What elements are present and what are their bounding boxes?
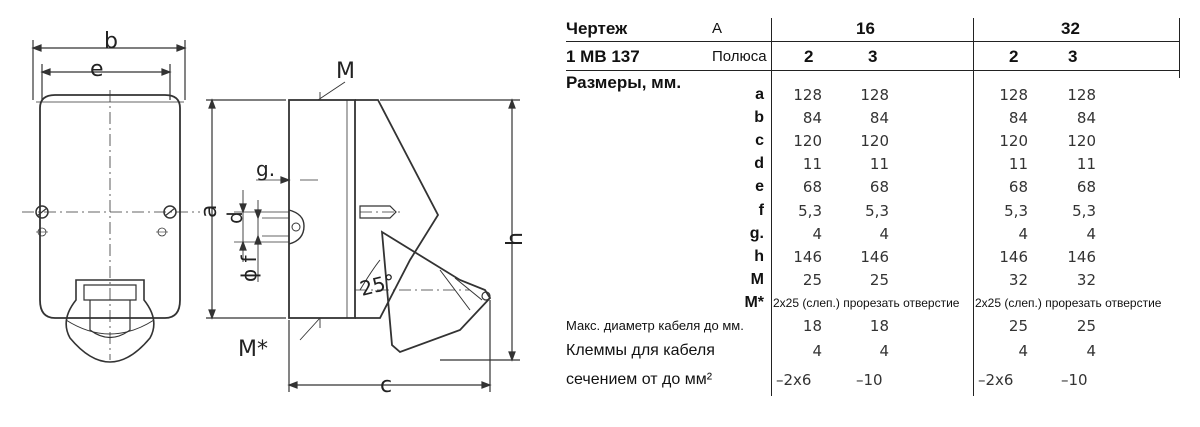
angle-label: 25° (357, 268, 398, 301)
pole-16-3: 3 (868, 47, 878, 66)
table-row-cable (566, 315, 1182, 337)
table-row (566, 153, 1182, 175)
table-cell: 11 (802, 155, 822, 174)
table-cell: 128 (860, 86, 889, 104)
table-cell: 11 (869, 155, 889, 174)
cable-label: Макс. диаметр кабеля до мм. (566, 318, 744, 333)
dim-g-label: g. (256, 157, 276, 181)
terminals-val: 4 (1018, 342, 1028, 360)
cable-val: 18 (869, 317, 889, 335)
amp-label: A (712, 20, 723, 37)
row-key: e (755, 178, 764, 196)
section-val: –10 (856, 371, 883, 389)
row-key: h (754, 247, 764, 265)
table-cell: 4 (879, 224, 889, 243)
section-val: –10 (1061, 371, 1088, 389)
table-cell: 128 (1067, 86, 1096, 104)
table-row-section (566, 369, 1182, 391)
table-cell: 146 (860, 247, 889, 266)
table-cell: 84 (1076, 109, 1096, 128)
table-cell: 120 (1067, 132, 1096, 151)
table-cell: 25 (869, 270, 889, 289)
terminals-label: Клеммы для кабеля (566, 342, 715, 359)
table-cell: 5,3 (1072, 201, 1096, 220)
amp-32: 32 (1061, 19, 1080, 38)
table-cell: 84 (869, 109, 889, 128)
table-row (566, 200, 1182, 222)
table-cell: 32 (1008, 270, 1028, 289)
drawing-label: Чертеж (566, 19, 628, 38)
row-key: b (754, 109, 764, 127)
dim-f-label: ϕ f (237, 255, 261, 282)
table-row (566, 269, 1182, 291)
pole-16-2: 2 (804, 47, 814, 66)
mstar-16: 2x25 (слеп.) прорезать отверстие (773, 296, 960, 310)
table-divider (566, 41, 1180, 42)
table-header-poles (566, 46, 1182, 68)
terminals-val: 4 (879, 342, 889, 360)
table-cell: 146 (999, 247, 1028, 266)
section-val: –2x6 (776, 371, 812, 389)
dim-M-label: M (336, 59, 355, 84)
table-cell: 128 (793, 86, 822, 104)
row-key: c (755, 132, 764, 150)
table-cell: 4 (1086, 224, 1096, 243)
table-cell: 146 (793, 247, 822, 266)
table-cell: 120 (860, 132, 889, 151)
table-cell: 68 (802, 178, 822, 197)
pole-32-2: 2 (1009, 47, 1019, 66)
section-val: –2x6 (978, 371, 1014, 389)
section-label: сечением от до мм² (566, 371, 713, 388)
table-row-terminals (566, 340, 1182, 362)
mstar-32: 2x25 (слеп.) прорезать отверстие (975, 296, 1162, 310)
technical-drawing (0, 0, 560, 427)
dims-label: Размеры, мм. (566, 73, 682, 92)
table-cell: 146 (1067, 247, 1096, 266)
table-cell: 84 (1008, 109, 1028, 128)
pole-32-3: 3 (1068, 47, 1078, 66)
table-row (566, 84, 1182, 106)
row-key: a (755, 86, 764, 103)
front-view (22, 40, 200, 362)
table-header-amps (566, 18, 1182, 40)
table-row (566, 130, 1182, 152)
table-cell: 5,3 (798, 201, 822, 220)
dim-h-label: h (503, 232, 528, 246)
dim-b-label: b (104, 29, 118, 54)
table-cell: 5,3 (865, 201, 889, 220)
row-key: f (758, 201, 764, 219)
dim-M-star-label: M* (238, 337, 268, 362)
cable-val: 25 (1008, 317, 1028, 335)
terminals-val: 4 (812, 342, 822, 360)
table-cell: 120 (793, 132, 822, 151)
table-cell: 11 (1008, 155, 1028, 174)
dim-d-label: d (223, 211, 247, 224)
table-cell: 4 (812, 224, 822, 243)
table-cell: 25 (802, 270, 822, 289)
table-cell: 5,3 (1004, 201, 1028, 220)
table-divider (566, 70, 1180, 71)
row-key: M* (744, 294, 764, 311)
table-cell: 4 (1018, 224, 1028, 243)
table-row (566, 176, 1182, 198)
terminals-val: 4 (1086, 342, 1096, 360)
table-cell: 128 (999, 86, 1028, 104)
table-row-mstar (566, 292, 1182, 314)
dim-e-label: e (90, 57, 104, 82)
table-cell: 84 (802, 109, 822, 128)
drawing-code: 1 MB 137 (566, 47, 640, 66)
cable-val: 25 (1076, 317, 1096, 335)
table-cell: 68 (869, 178, 889, 197)
row-key: g. (749, 224, 764, 242)
cable-val: 18 (802, 317, 822, 335)
table-row (566, 246, 1182, 268)
table-row (566, 107, 1182, 129)
amp-16: 16 (856, 19, 875, 38)
table-cell: 32 (1076, 270, 1096, 289)
row-key: M (750, 270, 764, 288)
table-cell: 11 (1076, 155, 1096, 174)
dim-c-label: c (380, 373, 393, 398)
row-key: d (754, 155, 764, 173)
poles-label: Полюса (712, 48, 767, 65)
dim-a-label: a (197, 204, 222, 218)
table-cell: 120 (999, 132, 1028, 151)
table-cell: 68 (1076, 178, 1096, 197)
table-cell: 68 (1008, 178, 1028, 197)
table-row (566, 223, 1182, 245)
